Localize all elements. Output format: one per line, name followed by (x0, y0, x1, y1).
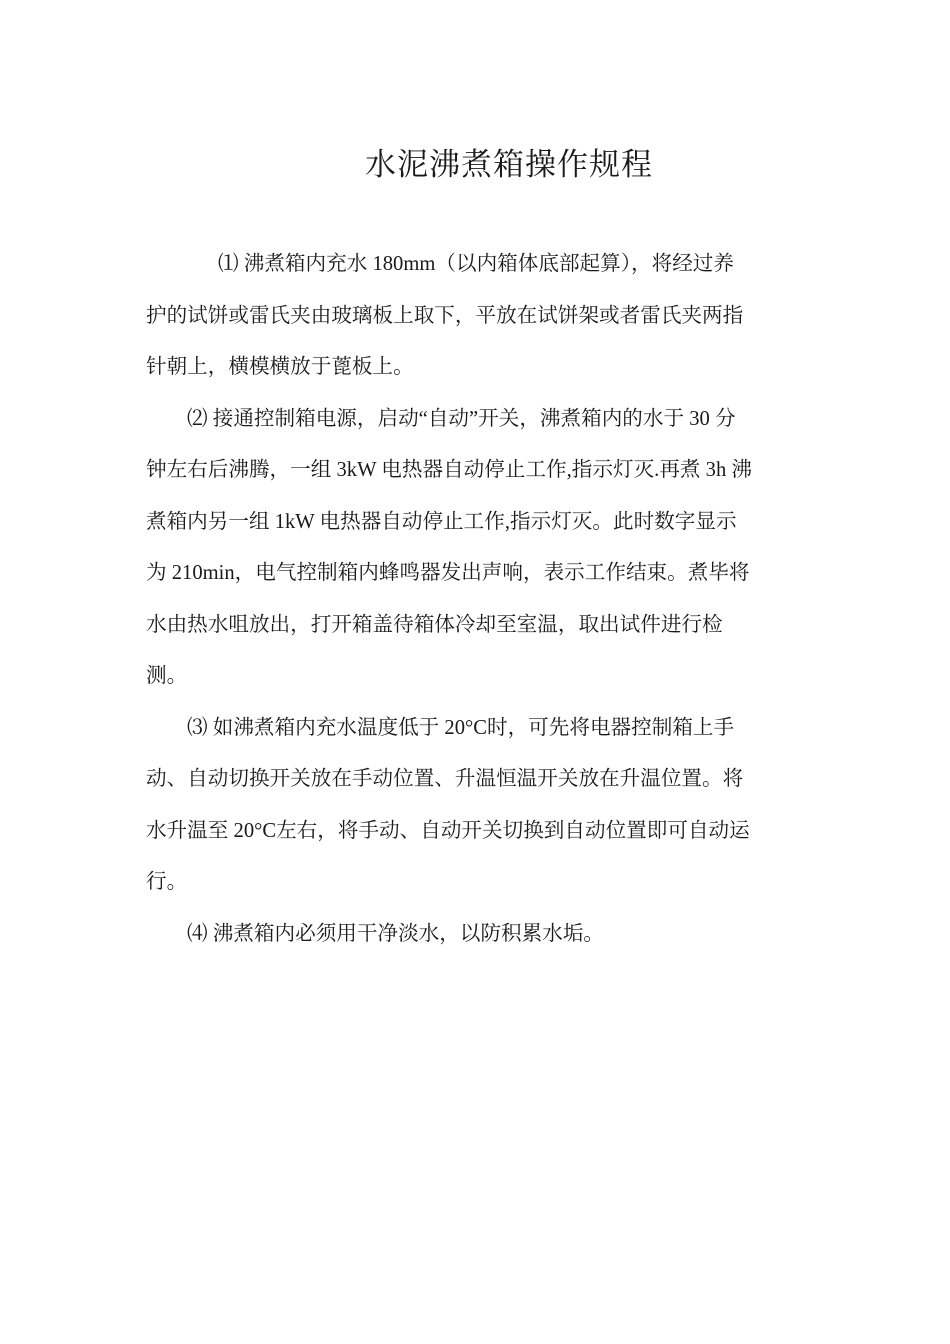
paragraph-3 (146, 703, 806, 909)
text-line: 水升温至 20°C左右，将手动、自动开关切换到自动位置即可自动运 (146, 819, 750, 842)
text-line: ⑷ 沸煮箱内必须用干净淡水，以防积累水垢。 (187, 922, 605, 945)
text-line: 针朝上，横模横放于蓖板上。 (146, 356, 414, 378)
paragraph-4 (146, 909, 806, 961)
text-line: 煮箱内另一组 1kW 电热器自动停止工作,指示灯灭。此时数字显示 (146, 510, 737, 533)
text-line: ⑶ 如沸煮箱内充水温度低于 20°C时，可先将电器控制箱上手 (187, 716, 735, 739)
text-line: 测。 (146, 665, 188, 687)
paragraph-1 (146, 239, 806, 394)
text-line: 动、自动切换开关放在手动位置、升温恒温开关放在升温位置。将 (146, 768, 744, 790)
text-line: 钟左右后沸腾，一组 3kW 电热器自动停止工作,指示灯灭.再煮 3h 沸 (146, 459, 752, 481)
text-line: ⑵ 接通控制箱电源，启动“自动”开关，沸煮箱内的水于 30 分 (187, 407, 736, 430)
document-title: 水泥沸煮箱操作规程 (365, 146, 653, 182)
text-line: 水由热水咀放出，打开箱盖待箱体冷却至室温，取出试件进行检 (146, 613, 723, 636)
document-body (146, 239, 806, 960)
text-line: 为 210min，电气控制箱内蜂鸣器发出声响，表示工作结束。煮毕将 (146, 562, 750, 584)
text-line: 护的试饼或雷氏夹由玻璃板上取下，平放在试饼架或者雷氏夹两指 (146, 304, 744, 327)
text-line: 行。 (146, 871, 188, 893)
text-line: ⑴ 沸煮箱内充水 180mm（以内箱体底部起算），将经过养 (218, 253, 734, 275)
paragraph-2 (146, 394, 806, 703)
